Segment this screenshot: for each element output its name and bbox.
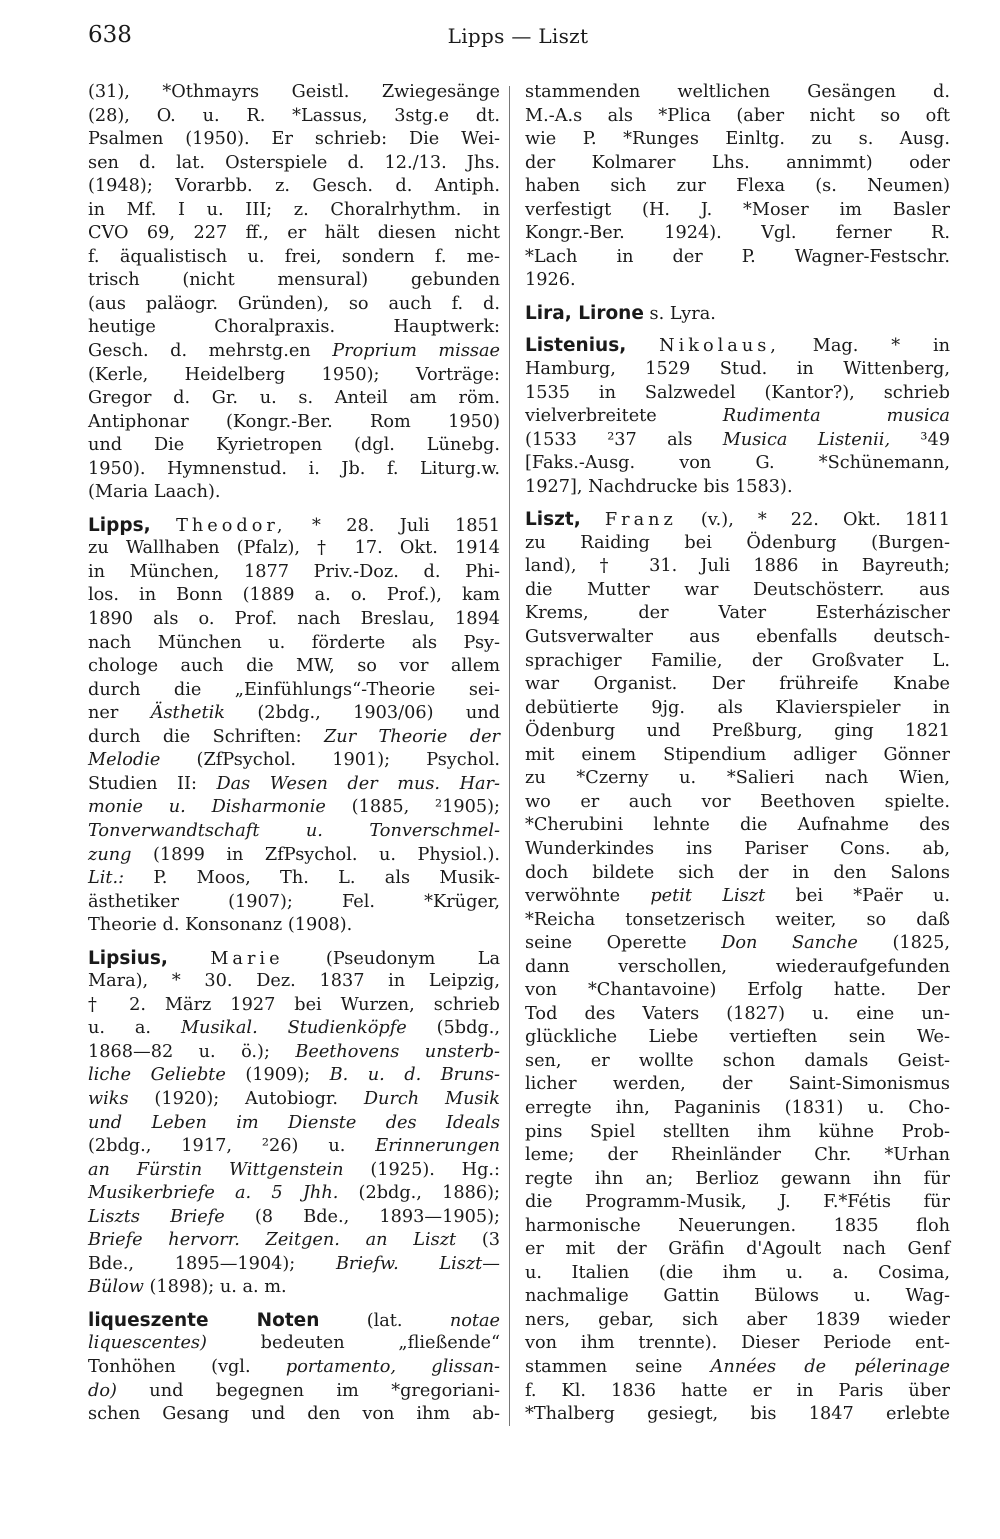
line-text: Gesch. d. mehrstg.en (88, 341, 333, 362)
line-text: ³49 (890, 429, 950, 450)
italic-text: Melodie (88, 750, 161, 771)
text-line (88, 1309, 500, 1333)
line-text: licher werden, der Saint-Simonismus (525, 1074, 950, 1095)
line-text: Bde., 1895—1904); (88, 1253, 336, 1274)
italic-text: notae (449, 1310, 500, 1331)
italic-text: Ästhetik (150, 703, 226, 724)
line-text: † 2. März 1927 bei Wurzen, schrieb (88, 994, 500, 1015)
text-line (525, 1332, 950, 1356)
line-text: land), † 31. Juli 1886 in Bayreuth; (525, 556, 950, 577)
text-line (525, 222, 950, 246)
text-line (88, 1403, 500, 1427)
spaced-name: Franz (604, 510, 677, 531)
line-text: trisch (nicht mensural) gebunden (88, 270, 500, 291)
line-text: los. in Bonn (1889 a. o. Prof.), kam (88, 585, 500, 606)
italic-text: Zur Theorie der (324, 726, 501, 747)
line-text: ner (88, 703, 151, 724)
line-text: (8 Bde., 1893—1905); (224, 1206, 500, 1227)
paragraph-gap (88, 938, 500, 947)
line-text: (1898); u. a. m. (143, 1277, 287, 1298)
text-line (88, 340, 500, 364)
line-text: 1926. (525, 270, 576, 291)
text-line (525, 476, 950, 500)
entry-headword: Lipsius, (88, 947, 168, 969)
line-text: leme; der Rheinländer Chr. *Urhan (525, 1145, 950, 1166)
text-line (525, 246, 950, 270)
text-line (88, 749, 500, 773)
line-text: von ihm trennte). Dieser Periode ent- (525, 1333, 950, 1354)
italic-text: liquescentes) (88, 1333, 207, 1354)
italic-text: an Fürstin Wittgenstein (88, 1159, 344, 1180)
line-text: Theorie d. Konsonanz (1908). (88, 915, 353, 936)
text-line (88, 632, 500, 656)
italic-text: Musica Listenii, (722, 429, 891, 450)
text-line (88, 867, 500, 891)
line-text: (lat. (366, 1310, 450, 1331)
text-line (88, 175, 500, 199)
line-text: 1927], Nachdrucke bis 1583). (525, 476, 793, 497)
column-divider (509, 86, 510, 1426)
line-text: Gutsverwalter aus ebenfalls deutsch- (525, 627, 950, 648)
text-line (88, 246, 500, 270)
text-line (88, 199, 500, 223)
text-line (525, 1380, 950, 1404)
spaced-name: Marie (210, 948, 284, 969)
line-text: (1825, (857, 933, 950, 954)
text-line (88, 1135, 500, 1159)
text-line (525, 1097, 950, 1121)
italic-text: Bülow (88, 1277, 144, 1298)
text-line (525, 302, 950, 326)
text-line (525, 508, 950, 532)
line-text: (2bdg., 1917, ²26) u. (88, 1136, 376, 1157)
paragraph-gap (88, 505, 500, 514)
line-text: *Thalberg gesiegt, bis 1847 erlebte (525, 1404, 950, 1425)
line-text: durch die Schriften: (88, 726, 325, 747)
line-text: (1925). Hg.: (343, 1159, 500, 1180)
text-line (525, 199, 950, 223)
line-text: *Reicha tonsetzerisch weiter, so daß (525, 909, 950, 930)
text-line (525, 128, 950, 152)
line-text: u. a. (88, 1018, 181, 1039)
line-text: durch die „Einfühlungs“-Theorie sei- (88, 679, 500, 700)
text-line (525, 602, 950, 626)
line-text: f. äqualistisch u. frei, sondern f. me- (88, 246, 500, 267)
text-line (88, 514, 500, 538)
line-text: stammenden weltlichen Gesängen d. (525, 82, 950, 102)
text-line (525, 744, 950, 768)
text-line (525, 1168, 950, 1192)
line-text: (2bdg., 1886); (338, 1183, 501, 1204)
line-text: ners, gebar, sich aber 1839 wieder (525, 1309, 950, 1330)
text-line (525, 105, 950, 129)
line-text: Studien II: (88, 773, 217, 794)
line-text: 1868—82 u. ö.); (88, 1041, 296, 1062)
text-line (88, 1017, 500, 1041)
line-text: s. Lyra. (649, 303, 716, 324)
line-text: P. Moos, Th. L. als Musik- (124, 868, 500, 889)
line-text: 1890 als o. Prof. nach Breslau, 1894 (88, 609, 500, 630)
text-line (88, 561, 500, 585)
page-header (88, 22, 948, 62)
text-line (88, 1206, 500, 1230)
line-text: glückliche Liebe vertieften sein We- (525, 1027, 950, 1048)
line-text: Gregor d. Gr. u. s. Anteil am röm. (88, 388, 500, 409)
text-line (88, 316, 500, 340)
entry-headword: Liszt, (525, 509, 581, 531)
text-line (525, 405, 950, 429)
italic-text: B. u. d. Bruns- (329, 1065, 500, 1086)
line-text: f. Kl. 1836 hatte er in Paris über (525, 1380, 950, 1401)
text-line (88, 608, 500, 632)
text-line (525, 814, 950, 838)
text-line (88, 1253, 500, 1277)
text-line (525, 1403, 950, 1427)
text-line (525, 1285, 950, 1309)
line-text: sen d. lat. Osterspiele d. 12./13. Jhs. (88, 152, 500, 173)
entry-headword: Lipps, (88, 514, 151, 536)
italic-text: Tonverwandtschaft u. Tonverschmel- (88, 820, 500, 841)
line-text: (31), *Othmayrs Geistl. Zwiegesänge (88, 82, 500, 102)
italic-text: Musikal. Studienköpfe (180, 1018, 407, 1039)
line-text: die Programm-Musik, J. F.*Fétis für (525, 1192, 950, 1213)
italic-text: portamento, glissan- (285, 1356, 500, 1377)
text-line (88, 891, 500, 915)
text-line (88, 411, 500, 435)
text-line (525, 650, 950, 674)
text-line (88, 222, 500, 246)
line-text: Mara), * 30. Dez. 1837 in Leipzig, (88, 971, 500, 992)
text-line (88, 844, 500, 868)
line-text: Kongr.-Ber. 1924). Vgl. ferner R. (525, 223, 950, 244)
text-line (525, 334, 950, 358)
text-line (525, 1073, 950, 1097)
line-text: *Cherubini lehnte die Aufnahme des (525, 815, 950, 836)
line-text: (3 (456, 1230, 501, 1251)
text-line (525, 429, 950, 453)
text-line (525, 1262, 950, 1286)
line-text: (Pseudonym La (283, 948, 500, 969)
line-text: u. Italien (die ihm u. a. Cosima, (525, 1262, 950, 1283)
line-text: Hamburg, 1529 Stud. in Wittenberg, (525, 359, 950, 380)
text-line (525, 1050, 950, 1074)
text-line (525, 1215, 950, 1239)
italic-text: Durch Musik (363, 1088, 500, 1109)
line-text: bei *Paër u. (765, 886, 950, 907)
line-text: pins Spiel stellten ihm kühne Prob- (525, 1121, 950, 1142)
line-text: (1533 ²37 als (525, 429, 723, 450)
text-line (525, 1238, 950, 1262)
line-text: Mag. (779, 336, 892, 357)
italic-text: Don Sanche (721, 933, 858, 954)
line-text: er mit der Gräfin d'Agoult nach Genf (525, 1239, 950, 1260)
line-text: nach München u. förderte als Psy- (88, 632, 500, 653)
text-line (88, 655, 500, 679)
text-line (525, 555, 950, 579)
line-text: die Mutter war Deutschösterr. aus (525, 579, 950, 600)
line-text: stammen seine (525, 1356, 711, 1377)
line-text: regte ihn an; Berlioz gewann ihn für (525, 1168, 950, 1189)
line-text: war Organist. Der frühreife Knabe (525, 674, 950, 695)
line-text: CVO 69, 227 ff., er hält diesen nicht (88, 223, 500, 244)
text-line (88, 796, 500, 820)
text-line (525, 862, 950, 886)
text-line (525, 1003, 950, 1027)
text-line (88, 1041, 500, 1065)
line-text: wie P. *Runges Einltg. zu s. Ausg. (525, 129, 950, 150)
italic-text: Briefw. Liszt— (335, 1253, 500, 1274)
italic-text: monie u. Disharmonie (88, 797, 326, 818)
entry-headword: Lira, Lirone (525, 302, 644, 324)
spaced-name: Theodor, (176, 515, 287, 536)
text-line (88, 1332, 500, 1356)
text-line (525, 358, 950, 382)
line-text: * 28. Juli 1851 (286, 515, 500, 536)
text-line (88, 1380, 500, 1404)
line-text: Krems, der Vater Esterházischer (525, 603, 950, 624)
line-text: M.-A.s als *Plica (aber nicht so oft (525, 105, 950, 126)
line-text: Wunderkindes ins Pariser Cons. ab, (525, 838, 950, 859)
text-line (88, 434, 500, 458)
text-line (525, 720, 950, 744)
line-text: (1948); Vorarbb. z. Gesch. d. Antiph. (88, 176, 500, 197)
line-text: sen, er wollte schon damals Geist- (525, 1050, 950, 1071)
italic-text: und Leben im Dienste des Ideals (88, 1112, 500, 1133)
text-line (88, 584, 500, 608)
line-text: Antiphonar (Kongr.-Ber. Rom 1950) (88, 411, 500, 432)
line-text: zu Raiding bei Ödenburg (Burgen- (525, 532, 950, 553)
running-head: Lipps — Liszt (447, 24, 589, 48)
italic-text: Proprium missae (332, 341, 500, 362)
line-text: Tonhöhen (vgl. (88, 1356, 286, 1377)
text-line (525, 697, 950, 721)
line-text: und begegnen im *gregoriani- (116, 1380, 500, 1401)
text-line (525, 1121, 950, 1145)
text-line (88, 970, 500, 994)
text-line (88, 1229, 500, 1253)
italic-text: Briefe hervorr. Zeitgen. an Liszt (88, 1230, 457, 1251)
italic-text: Liszts Briefe (88, 1206, 225, 1227)
line-text: (1899 in ZfPsychol. u. Physiol.). (131, 844, 500, 865)
italic-text: zung (88, 844, 132, 865)
line-text: in München, 1877 Priv.-Doz. d. Phi- (88, 561, 500, 582)
line-text: bedeuten „fließende“ (206, 1333, 500, 1354)
line-text: Ödenburg und Preßburg, ging 1821 (525, 721, 950, 742)
text-line (88, 128, 500, 152)
line-text: mit einem Stipendium adliger Gönner (525, 744, 950, 765)
line-text: von *Chantavoine) Erfolg hatte. Der (525, 980, 950, 1001)
text-line (88, 1088, 500, 1112)
line-text: 1950). Hymnenstud. i. Jb. f. Liturg.w. (88, 458, 500, 479)
text-line (88, 458, 500, 482)
line-text: Psalmen (1950). Er schrieb: Die Wei- (88, 129, 500, 150)
text-line (525, 81, 950, 105)
italic-text: Musikerbriefe a. 5 Jhh. (88, 1183, 339, 1204)
line-text: der Kolmarer Lhs. annimmt) oder (525, 152, 950, 173)
text-line (88, 1276, 500, 1300)
text-line (525, 532, 950, 556)
line-text: *Lach in der P. Wagner-Festschr. (525, 246, 950, 267)
line-text: (1909); (225, 1065, 330, 1086)
text-line (88, 537, 500, 561)
line-text: nachmalige Gattin Bülows u. Wag- (525, 1286, 950, 1307)
line-text: verfestigt (H. J. *Moser im Basler (525, 199, 950, 220)
text-line (88, 81, 500, 105)
line-text: (5bdg., (406, 1018, 500, 1039)
left-column (88, 81, 500, 1427)
line-text: haben sich zur Flexa (s. Neumen) (525, 176, 950, 197)
text-line (525, 382, 950, 406)
italic-text: Erinnerungen (375, 1136, 500, 1157)
line-text: schen Gesang und den von ihm ab- (88, 1404, 500, 1425)
line-text: (v.), * 22. Okt. 1811 (676, 510, 950, 531)
text-line (525, 979, 950, 1003)
line-text: dann verschollen, wiederaufgefunden (525, 956, 950, 977)
paragraph-gap (525, 325, 950, 334)
entry-headword: liqueszente Noten (88, 1309, 320, 1331)
text-line (525, 909, 950, 933)
text-line (525, 1144, 950, 1168)
text-line (88, 820, 500, 844)
text-line (525, 1309, 950, 1333)
text-line (525, 838, 950, 862)
italic-text: Lit.: (88, 868, 125, 889)
text-line (525, 452, 950, 476)
paragraph-gap (525, 499, 950, 508)
text-line (525, 885, 950, 909)
italic-text: liche Geliebte (88, 1065, 226, 1086)
spaced-name: Nikolaus, (659, 336, 780, 357)
text-line (525, 626, 950, 650)
page-number: 638 (88, 22, 132, 48)
text-line (88, 914, 500, 938)
text-line (525, 956, 950, 980)
text-line (88, 387, 500, 411)
italic-text: Rudimenta musica (722, 406, 950, 427)
line-text: und Die Kyrietropen (dgl. Lünebg. (88, 435, 500, 456)
line-text: ästhetiker (1907); Fel. *Krüger, (88, 891, 500, 912)
line-text: heutige Choralpraxis. Hauptwerk: (88, 317, 500, 338)
paragraph-gap (525, 293, 950, 302)
line-text: harmonische Neuerungen. 1835 floh (525, 1215, 950, 1236)
italic-text: do) (88, 1380, 117, 1401)
line-text: erregte ihn, Paganinis (1831) u. Cho- (525, 1097, 950, 1118)
paragraph-gap (88, 1300, 500, 1309)
text-line (88, 947, 500, 971)
text-line (525, 673, 950, 697)
text-line (525, 767, 950, 791)
line-text: (1920); Autobiogr. (128, 1088, 364, 1109)
text-line (88, 1112, 500, 1136)
line-text: in Mf. I u. III; z. Choralrhythm. in (88, 199, 500, 220)
text-line (525, 1356, 950, 1380)
text-line (88, 152, 500, 176)
line-text: debütierte 9jg. als Klavierspieler in (525, 697, 950, 718)
line-text: zu *Czerny u. *Salieri nach Wien, (525, 768, 950, 789)
text-line (88, 1356, 500, 1380)
italic-text: Das Wesen der mus. Har- (216, 773, 500, 794)
line-text: verwöhnte (525, 886, 651, 907)
text-line (88, 773, 500, 797)
text-line (88, 726, 500, 750)
text-line (525, 152, 950, 176)
line-text: sprachiger Familie, der Großvater L. (525, 650, 950, 671)
text-line (525, 791, 950, 815)
line-text: (Maria Laach). (88, 482, 221, 503)
line-text: (2bdg., 1903/06) und (225, 703, 501, 724)
text-line (88, 293, 500, 317)
line-text: zu Wallhaben (Pfalz), † 17. Okt. 1914 (88, 538, 500, 559)
text-line (525, 1026, 950, 1050)
line-text: wo er auch vor Beethoven spielte. (525, 791, 950, 812)
line-text: (ZfPsychol. 1901); Psychol. (160, 750, 500, 771)
italic-text: petit Liszt (650, 886, 766, 907)
text-line (88, 1182, 500, 1206)
text-line (525, 175, 950, 199)
text-line (88, 481, 500, 505)
line-text: (aus paläogr. Gründen), so auch f. d. (88, 293, 500, 314)
text-line (525, 932, 950, 956)
italic-text: Beethovens unsterb- (295, 1041, 500, 1062)
line-text: * in (891, 336, 950, 357)
text-line (525, 579, 950, 603)
italic-text: wiks (88, 1088, 129, 1109)
line-text: (28), O. u. R. *Lassus, 3stg.e dt. (88, 105, 500, 126)
line-text: (1885, ²1905); (325, 797, 500, 818)
line-text: Tod des Vaters (1827) u. eine un- (525, 1003, 950, 1024)
text-line (88, 1064, 500, 1088)
text-line (88, 679, 500, 703)
text-line (88, 269, 500, 293)
text-line (88, 994, 500, 1018)
entry-headword: Listenius, (525, 335, 627, 357)
line-text: vielverbreitete (525, 406, 723, 427)
text-line (525, 1191, 950, 1215)
line-text: chologe auch die MW, so vor allem (88, 656, 500, 677)
line-text: 1535 in Salzwedel (Kantor?), schrieb (525, 382, 950, 403)
text-line (88, 1159, 500, 1183)
text-line (88, 105, 500, 129)
line-text: doch bildete sich der in den Salons (525, 862, 950, 883)
line-text: seine Operette (525, 933, 722, 954)
italic-text: Années de pélerinage (710, 1356, 950, 1377)
line-text: [Faks.-Ausg. von G. *Schünemann, (525, 453, 950, 474)
text-line (525, 269, 950, 293)
right-column (525, 81, 950, 1427)
line-text: (Kerle, Heidelberg 1950); Vorträge: (88, 364, 500, 385)
text-line (88, 364, 500, 388)
text-line (88, 702, 500, 726)
